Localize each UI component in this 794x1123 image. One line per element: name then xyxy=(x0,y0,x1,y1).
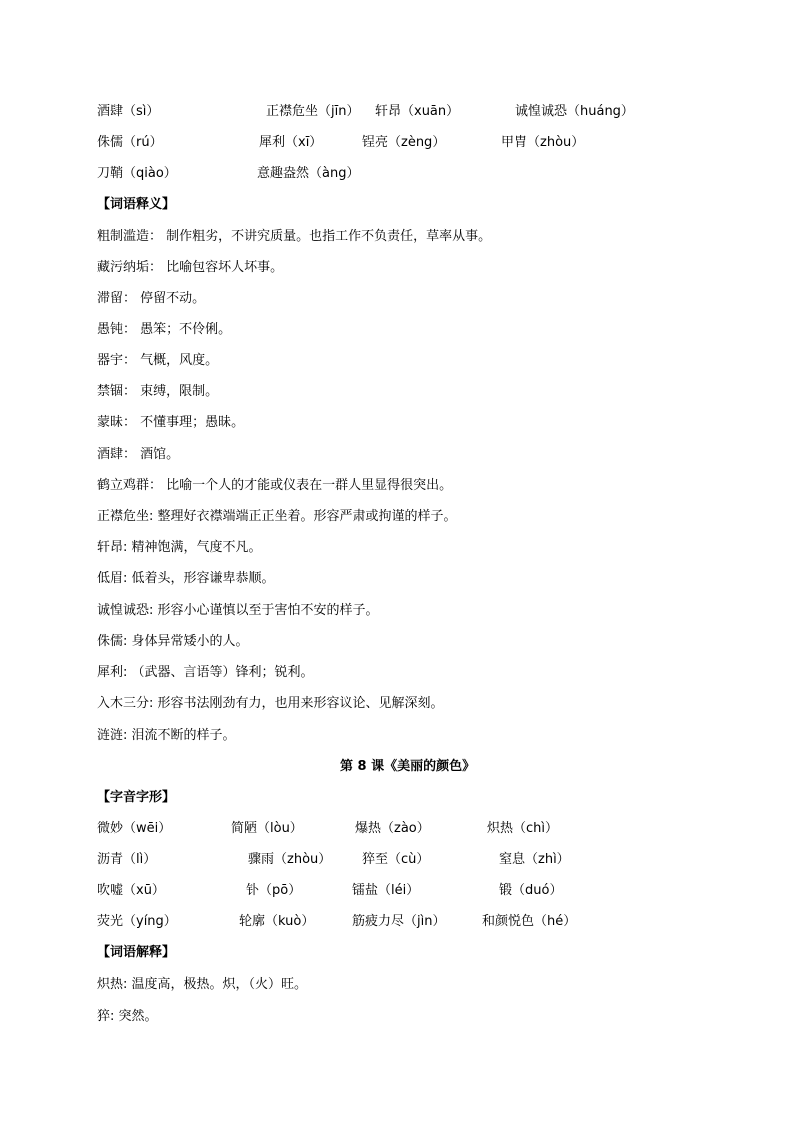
pinyin-term: 钋（pō） xyxy=(246,883,302,898)
pinyin-term: 犀利（xī） xyxy=(259,135,323,150)
pinyin-term: 荧光（yíng） xyxy=(97,914,177,929)
pinyin-term: 简陋（lòu） xyxy=(231,821,303,836)
pinyin-term: 轩昂（xuān） xyxy=(375,104,460,119)
definition-item: 犀利: （武器、言语等）锋利；锐利。 xyxy=(97,665,314,680)
pinyin-term: 微妙（wēi） xyxy=(97,821,172,836)
pinyin-term: 爆热（zào） xyxy=(355,821,430,836)
definition-item: 禁锢： 束缚，限制。 xyxy=(97,384,219,399)
pinyin-term: 甲胄（zhòu） xyxy=(501,135,585,150)
pinyin-term: 侏儒（rú） xyxy=(97,135,163,150)
pinyin-term: 镭盐（léi） xyxy=(352,883,420,898)
pinyin-term: 酒肆（sì） xyxy=(97,104,160,119)
definition-item: 诚惶诚恐: 形容小心谨慎以至于害怕不安的样子。 xyxy=(97,603,379,618)
definition-item: 酒肆： 酒馆。 xyxy=(97,447,180,462)
pinyin-term: 正襟危坐（jīn） xyxy=(266,104,360,119)
definition-item: 蒙昧： 不懂事理；愚昧。 xyxy=(97,415,245,430)
pinyin-term: 轮廓（kuò） xyxy=(239,914,315,929)
section-heading: 【字音字形】 xyxy=(97,790,176,805)
pinyin-term: 炽热（chì） xyxy=(487,821,558,836)
explanation-item: 猝: 突然。 xyxy=(97,1009,158,1024)
definition-item: 低眉: 低着头，形容谦卑恭顺。 xyxy=(97,571,275,586)
definition-item: 轩昂: 精神饱满，气度不凡。 xyxy=(97,540,262,555)
lesson-title: 第 8 课《美丽的颜色》 xyxy=(340,759,476,774)
pinyin-term: 骤雨（zhòu） xyxy=(248,852,332,867)
definition-item: 粗制滥造： 制作粗劣，不讲究质量。也指工作不负责任，草率从事。 xyxy=(97,229,492,244)
pinyin-term: 猝至（cù） xyxy=(362,852,430,867)
definition-item: 入木三分: 形容书法刚劲有力，也用来形容议论、见解深刻。 xyxy=(97,696,444,711)
pinyin-term: 刀鞘（qiào） xyxy=(97,166,177,181)
definition-item: 愚钝： 愚笨；不伶俐。 xyxy=(97,322,232,337)
pinyin-term: 意趣盎然（àng） xyxy=(257,166,360,181)
pinyin-term: 锃亮（zèng） xyxy=(362,135,446,150)
definition-item: 涟涟: 泪流不断的样子。 xyxy=(97,728,236,743)
definition-item: 侏儒: 身体异常矮小的人。 xyxy=(97,634,249,649)
pinyin-term: 和颜悦色（hé） xyxy=(482,914,577,929)
section-heading: 【词语解释】 xyxy=(97,945,176,960)
pinyin-term: 锻（duó） xyxy=(499,883,563,898)
definition-item: 正襟危坐: 整理好衣襟端端正正坐着。形容严肃或拘谨的样子。 xyxy=(97,509,457,524)
definition-item: 器宇： 气概，风度。 xyxy=(97,353,219,368)
pinyin-term: 窒息（zhì） xyxy=(499,852,570,867)
pinyin-term: 诚惶诚恐（huáng） xyxy=(515,104,634,119)
pinyin-term: 筋疲力尽（jìn） xyxy=(352,914,446,929)
explanation-item: 炽热: 温度高，极热。炽，（火）旺。 xyxy=(97,977,308,992)
definition-item: 滞留： 停留不动。 xyxy=(97,291,206,306)
definition-item: 藏污纳垢： 比喻包容坏人坏事。 xyxy=(97,260,284,275)
definition-item: 鹤立鸡群： 比喻一个人的才能或仪表在一群人里显得很突出。 xyxy=(97,478,453,493)
pinyin-term: 吹嘘（xū） xyxy=(97,883,165,898)
section-heading: 【词语释义】 xyxy=(97,197,176,212)
pinyin-term: 沥青（lì） xyxy=(97,852,157,867)
